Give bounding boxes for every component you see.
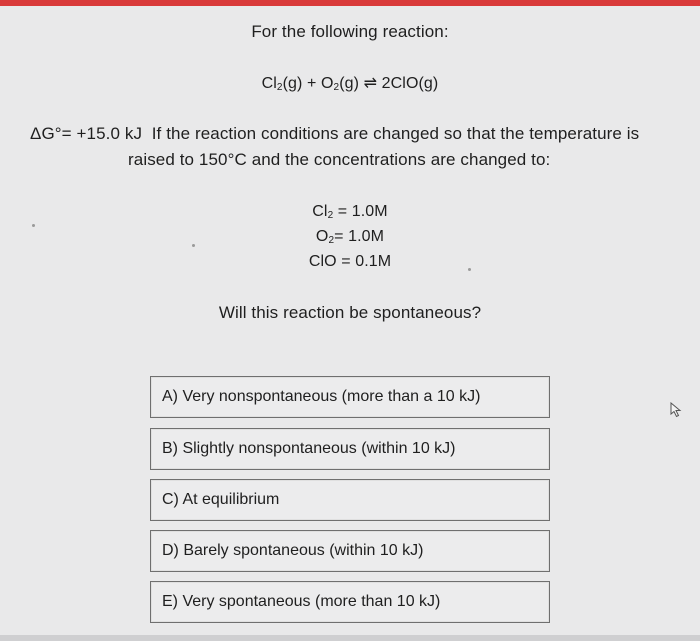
- cl2-value: = 1.0M: [333, 203, 388, 220]
- reactant1-subscript: 2: [276, 82, 283, 93]
- question-prompt: Will this reaction be spontaneous?: [218, 303, 482, 322]
- reactant2-state: (g) ⇌ 2ClO(g): [339, 75, 439, 92]
- option-c-button[interactable]: [150, 479, 550, 521]
- concentration-o2: [0, 228, 700, 246]
- option-a-button[interactable]: [150, 376, 550, 418]
- mouse-pointer-icon: [670, 402, 684, 418]
- option-b-label: B) Slightly nonspontaneous (within 10 kJ): [162, 440, 456, 457]
- o2-symbol: O: [315, 228, 329, 245]
- condition-text-1: If the reaction conditions are changed so that the temperature is: [151, 124, 640, 143]
- option-b-button[interactable]: [150, 428, 550, 470]
- reactant1: Cl: [261, 75, 277, 92]
- option-e-button[interactable]: [150, 581, 550, 623]
- condition-line-1: [30, 124, 639, 144]
- option-e-label: E) Very spontaneous (more than 10 kJ): [162, 593, 441, 610]
- cl2-subscript: 2: [327, 210, 334, 221]
- bottom-strip: [0, 635, 700, 641]
- screen-speck: [468, 268, 471, 271]
- o2-value: = 1.0M: [334, 228, 385, 245]
- option-d-label: D) Barely spontaneous (within 10 kJ): [162, 542, 424, 559]
- delta-g-value: ΔG°= +15.0 kJ: [30, 124, 143, 143]
- reactant2-subscript: 2: [333, 82, 340, 93]
- concentration-clo: ClO = 0.1M: [308, 253, 392, 270]
- option-a-label: A) Very nonspontaneous (more than a 10 kJ): [162, 388, 481, 405]
- screen-speck: [192, 244, 195, 247]
- concentration-cl2: [0, 203, 700, 221]
- option-c-label: C) At equilibrium: [162, 491, 280, 508]
- top-accent-bar: [0, 0, 700, 6]
- reaction-equation: [0, 73, 700, 93]
- question-intro: For the following reaction:: [251, 22, 449, 41]
- screen-speck: [32, 224, 35, 227]
- reactant1-state: (g) + O: [282, 75, 334, 92]
- cl2-symbol: Cl: [312, 203, 328, 220]
- condition-line-2: raised to 150°C and the concentrations are changed to:: [128, 150, 551, 169]
- option-d-button[interactable]: [150, 530, 550, 572]
- o2-subscript: 2: [328, 235, 335, 246]
